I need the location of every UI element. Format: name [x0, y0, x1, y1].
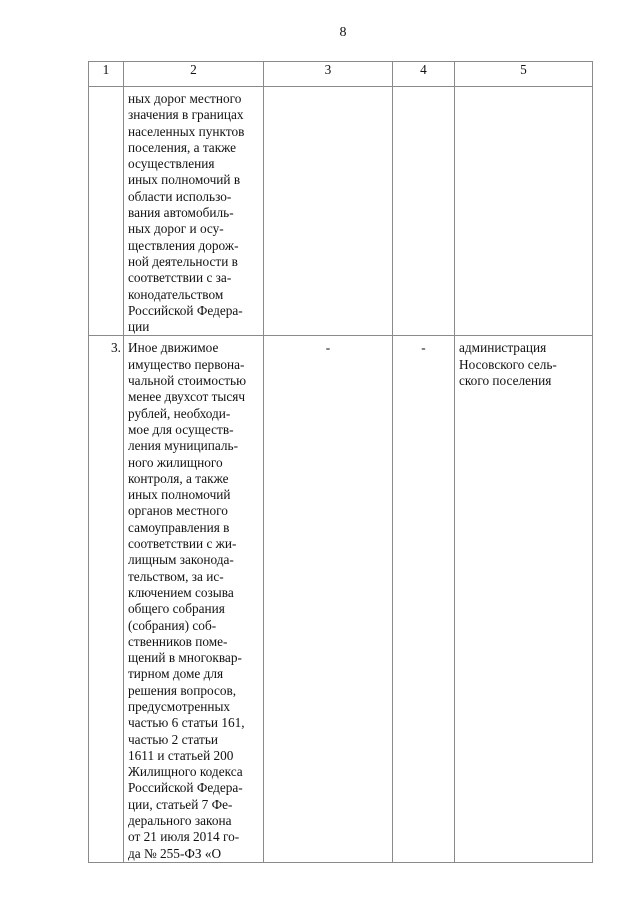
text-line: ции, статьей 7 Фе-: [128, 796, 233, 812]
row-owner: [455, 336, 593, 863]
row-col3: -: [264, 336, 393, 863]
header-cell-3: 3: [264, 62, 393, 87]
text-line: ции: [128, 319, 150, 335]
table-header-row: [89, 62, 593, 87]
text-line: контроля, а также: [128, 470, 229, 486]
text-line: Жилищного кодекса: [128, 764, 243, 780]
text-line: имущество первона-: [128, 356, 245, 372]
text-line: ной деятельности в: [128, 253, 238, 269]
text-line: от 21 июля 2014 го-: [128, 829, 240, 845]
text-line: мое для осуществ-: [128, 421, 234, 437]
text-line: ных дорог местного: [128, 91, 242, 106]
text-line: ского поселения: [459, 373, 552, 389]
text-line: 1611 и статьей 200: [128, 747, 234, 763]
text-line: решения вопросов,: [128, 682, 237, 698]
text-line: вания автомобиль-: [128, 205, 234, 221]
table-row: [89, 336, 593, 863]
text-line: общего собрания: [128, 601, 225, 617]
text-line: поселения, а также: [128, 139, 237, 155]
row-col4: [393, 87, 455, 336]
page-number: 8: [339, 25, 347, 40]
text-line: конодательством: [128, 286, 224, 302]
text-line: ных дорог и осу-: [128, 221, 224, 237]
text-line: менее двухсот тысяч: [128, 389, 246, 405]
text-line: Носовского сель-: [459, 356, 557, 372]
text-line: тельством, за ис-: [128, 568, 224, 584]
text-line: чальной стоимостью: [128, 373, 247, 389]
header-cell-5: 5: [455, 62, 593, 87]
text-line: соответствии с за-: [128, 270, 232, 286]
table-row: [89, 87, 593, 336]
text-line: Российской Федера-: [128, 302, 243, 318]
text-line: (собрания) соб-: [128, 617, 217, 633]
text-line: дерального закона: [128, 813, 232, 829]
row-description: [124, 336, 264, 863]
header-cell-1: 1: [89, 62, 124, 87]
text-line: области использо-: [128, 188, 232, 204]
text-line: щений в многоквар-: [128, 650, 242, 666]
header-cell-4: 4: [393, 62, 455, 87]
text-line: рублей, необходи-: [128, 405, 231, 421]
text-line: значения в границах: [128, 107, 244, 123]
text-line: осуществления: [128, 156, 215, 172]
text-line: ления муниципаль-: [128, 438, 238, 454]
row-owner: [455, 87, 593, 336]
text-line: да № 255-ФЗ «О: [128, 845, 222, 861]
text-line: ключением созыва: [128, 584, 234, 600]
text-line: ственников поме-: [128, 633, 228, 649]
text-line: самоуправления в: [128, 519, 230, 535]
text-line: органов местного: [128, 503, 228, 519]
text-line: администрация: [459, 340, 547, 356]
property-table: [88, 61, 593, 863]
row-number: [89, 87, 124, 336]
header-cell-2: 2: [124, 62, 264, 87]
row-col4: -: [393, 336, 455, 863]
text-line: иных полномочий в: [128, 172, 241, 188]
row-col3: [264, 87, 393, 336]
text-line: частью 2 статьи: [128, 731, 219, 747]
text-line: ного жилищного: [128, 454, 223, 470]
text-line: тирном доме для: [128, 666, 224, 682]
text-line: иных полномочий: [128, 487, 231, 503]
text-line: Иное движимое: [128, 340, 219, 356]
text-line: населенных пунктов: [128, 123, 245, 139]
row-number: 3.: [89, 336, 124, 863]
text-line: частью 6 статьи 161,: [128, 715, 245, 731]
text-line: предусмотренных: [128, 698, 231, 714]
text-line: лищным законода-: [128, 552, 234, 568]
text-line: ществления дорож-: [128, 237, 239, 253]
row-description: [124, 87, 264, 336]
text-line: Российской Федера-: [128, 780, 243, 796]
text-line: соответствии с жи-: [128, 536, 237, 552]
